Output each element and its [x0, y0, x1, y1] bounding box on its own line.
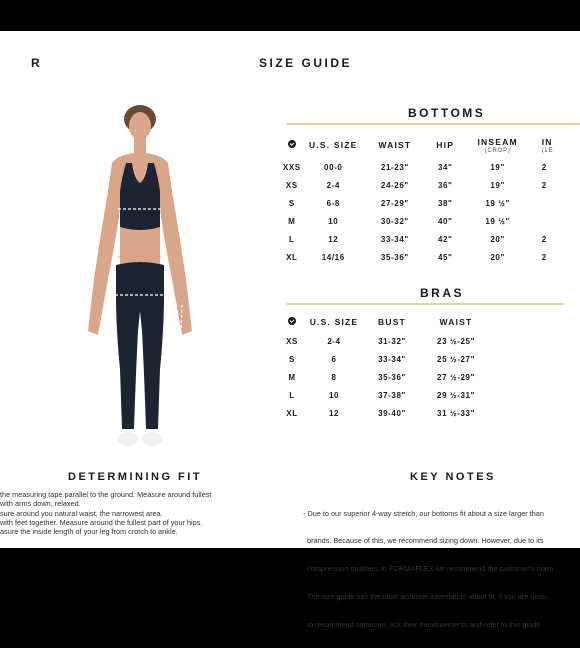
fit-line: the measuring tape parallel to the ground. Measure around fullest — [0, 490, 212, 499]
table-cell: 40" — [437, 216, 453, 226]
table-cell: 39-40" — [378, 408, 406, 418]
table-cell: 19" — [490, 162, 505, 172]
bottoms-title: BOTTOMS — [408, 106, 486, 120]
table-cell: 2-4 — [327, 336, 341, 346]
table-cell: 23 ½-25" — [437, 336, 475, 346]
table-cell: 42" — [437, 234, 453, 244]
size-label: XL — [286, 252, 298, 262]
size-label: L — [289, 390, 295, 400]
table-cell: 35-36" — [380, 252, 409, 262]
col-us-size: U.S. SIZE — [309, 317, 359, 327]
table-cell: 12 — [328, 408, 340, 418]
table-cell — [532, 194, 580, 212]
model-figure — [60, 99, 220, 461]
table-cell: 20" — [490, 252, 505, 262]
size-guide-page — [0, 31, 580, 630]
col-waist: WAIST — [439, 317, 473, 327]
size-label: S — [289, 354, 295, 364]
table-cell: 2 — [541, 234, 547, 244]
table-cell: 35-36" — [378, 372, 406, 382]
col-hip: HIP — [436, 140, 455, 150]
table-cell: 2 — [541, 252, 547, 262]
table-row — [280, 350, 492, 368]
table-cell: 2-4 — [326, 180, 340, 190]
size-label: XXS — [282, 162, 301, 172]
col-in: IN (LE — [532, 132, 580, 158]
table-cell: 8 — [331, 372, 337, 382]
table-row — [280, 248, 580, 266]
table-cell: 36" — [437, 180, 453, 190]
check-circle-icon — [288, 140, 296, 148]
col-inseam-sub: (CROP) — [484, 147, 511, 154]
size-label: M — [288, 372, 296, 382]
table-row — [280, 176, 580, 194]
table-cell: 19 ½" — [485, 198, 510, 208]
note-line: - Due to our superior 4-way stretch, our bottoms fit about a size larger than — [303, 508, 544, 518]
table-cell: 20" — [490, 234, 505, 244]
table-cell: 33-34" — [380, 234, 409, 244]
table-cell: 6-8 — [326, 198, 340, 208]
table-cell: 2 — [541, 162, 547, 172]
size-label: XS — [286, 336, 298, 346]
table-cell: 34" — [437, 162, 453, 172]
table-cell: 45" — [437, 252, 453, 262]
table-cell: 6 — [331, 354, 337, 364]
col-in-sub: (LE — [541, 147, 554, 154]
key-notes-text — [303, 490, 580, 648]
table-cell: 25 ½-27" — [437, 354, 475, 364]
table-row — [280, 368, 492, 386]
table-cell — [532, 212, 580, 230]
key-notes-title: KEY NOTES — [410, 471, 496, 483]
page-title: SIZE GUIDE — [259, 56, 353, 70]
size-label: L — [289, 234, 295, 244]
table-cell: 27-29" — [380, 198, 409, 208]
table-row — [280, 230, 580, 248]
table-cell: 29 ½-31" — [437, 390, 475, 400]
determining-fit-title: DETERMINING FIT — [68, 471, 203, 483]
note-line: to recommend someone, ask their measurements and refer to this guide. — [303, 620, 543, 630]
table-row — [280, 212, 580, 230]
bottoms-header-row — [280, 132, 580, 158]
bras-title: BRAS — [420, 286, 465, 300]
note-line: The size guide has the most accurate information about fit, if you are unsu — [303, 592, 547, 602]
bras-header-row — [280, 312, 492, 332]
fit-line: with arms down, relaxed. — [0, 499, 81, 509]
fit-line: with feet together. Measure around the fullest part of your hips. — [0, 517, 203, 527]
bottoms-divider — [286, 123, 580, 125]
table-cell: 00-0 — [324, 162, 343, 172]
table-cell: 31-32" — [378, 336, 406, 346]
col-bust: BUST — [378, 317, 406, 327]
bras-divider — [286, 303, 564, 305]
table-cell: 10 — [328, 216, 339, 226]
table-cell: 12 — [328, 234, 339, 244]
fit-line: sure around you natural waist, the narrowest area. — [0, 508, 163, 518]
table-cell: 19 ½" — [485, 216, 510, 226]
table-row — [280, 386, 492, 404]
col-us-size: U.S. SIZE — [308, 140, 358, 150]
table-cell: 37-38" — [378, 390, 406, 400]
table-row — [280, 404, 492, 422]
col-inseam: INSEAM (CROP) — [464, 132, 532, 158]
table-cell: 24-26" — [380, 180, 409, 190]
table-cell: 14/16 — [321, 252, 345, 262]
size-label: XL — [286, 408, 298, 418]
col-waist: WAIST — [378, 140, 412, 150]
table-cell: 30-32" — [380, 216, 409, 226]
size-label: M — [288, 216, 296, 226]
fit-line: asure the inside length of your leg from crotch to ankle. — [0, 527, 178, 537]
table-cell: 38" — [437, 198, 453, 208]
check-circle-icon — [288, 317, 296, 325]
table-cell: 33-34" — [378, 354, 406, 364]
table-row — [280, 194, 580, 212]
table-cell: 2 — [541, 180, 547, 190]
table-cell: 10 — [328, 390, 340, 400]
note-line: brands. Because of this, we recommend sizing down. However, due to its — [303, 536, 544, 546]
cut-header-fragment: R — [31, 56, 43, 70]
size-label: XS — [285, 180, 298, 190]
table-cell: 27 ½-29" — [437, 372, 475, 382]
table-cell: 21-23" — [380, 162, 409, 172]
table-cell: 31 ½-33" — [437, 408, 475, 418]
bras-table — [280, 312, 492, 422]
size-label: S — [288, 198, 295, 208]
table-cell: 19" — [490, 180, 505, 190]
table-row — [280, 332, 492, 350]
table-row — [280, 158, 580, 176]
note-line: compression qualities, in FORMAFLEX we recommend the customer's norm — [303, 564, 554, 574]
bottoms-table — [280, 132, 580, 266]
determining-fit-text — [0, 490, 290, 536]
